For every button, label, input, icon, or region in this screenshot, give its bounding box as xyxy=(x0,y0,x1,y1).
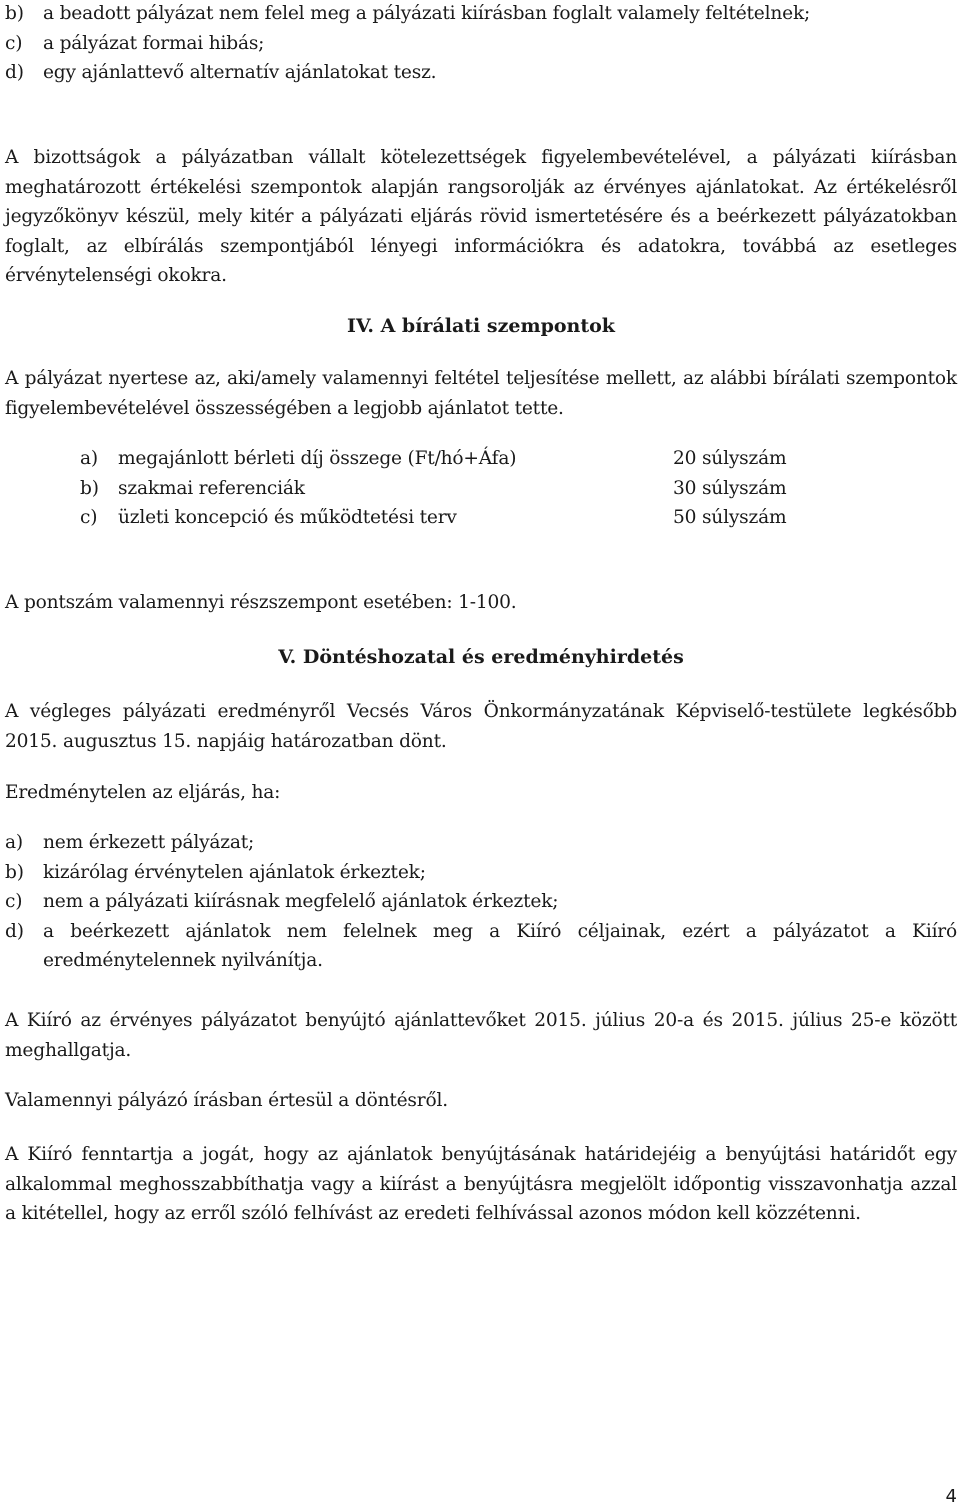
criteria-row xyxy=(80,474,860,504)
section-4-intro: A pályázat nyertese az, aki/amely valamennyi feltétel teljesítése mellett, az alábbi bírálati szempontok figyelembevételével összességében a legjobb ajánlatot tette. xyxy=(5,368,957,419)
criteria-name: szakmai referenciák xyxy=(118,477,305,499)
criteria-row xyxy=(80,444,860,474)
list-item xyxy=(5,858,957,888)
list-marker: a) xyxy=(5,832,23,853)
unsuccessful-list xyxy=(5,828,957,976)
criteria-row xyxy=(80,503,860,533)
reservation-paragraph: A Kiíró fenntartja a jogát, hogy az ajánlatok benyújtásának határidejéig a benyújtási határidőt egy alkalommal meghosszabbíthatja vagy a kiírást a benyújtásra megjelölt időpontig visszavonhatja azzal a kitétellel, hogy az erről szóló felhívást az eredeti felhívással azonos módon kell közzétenni. xyxy=(5,1144,957,1224)
list-item xyxy=(5,0,957,29)
list-text: kizárólag érvénytelen ajánlatok érkeztek; xyxy=(43,861,426,883)
list-marker: b) xyxy=(5,3,24,24)
decision-paragraph: A végleges pályázati eredményről Vecsés Város Önkormányzatának Képviselő-testülete legkésőbb 2015. augusztus 15. napjáig határozatban dönt. xyxy=(5,701,957,752)
evaluation-paragraph: A bizottságok a pályázatban vállalt kötelezettségek figyelembevételével, a pályázati kiírásban meghatározott értékelési szempontok alapján rangsorolják az érvényes ajánlatokat. Az értékelésről jegyzőkönyv készül, mely kitér a pályázati eljárás rövid ismertetésére és a beérkezett pályázatokban foglalt, az elbírálás szempontjából lényegi információkra és adatokra, továbbá az esetleges érvénytelenségi okokra. xyxy=(5,147,957,286)
criteria-weight: 30 súlyszám xyxy=(673,477,787,499)
section-4-heading: IV. A bírálati szempontok xyxy=(347,315,615,337)
list-text: a beadott pályázat nem felel meg a pályázati kiírásban foglalt valamely feltételnek; xyxy=(43,3,811,24)
page-number: 4 xyxy=(945,1486,957,1507)
list-text: a beérkezett ajánlatok nem felelnek meg a Kiíró céljainak, ezért a pályázatot a Kiíró eredménytelennek nyilvánítja. xyxy=(43,920,957,971)
list-marker: b) xyxy=(5,861,24,883)
list-marker: d) xyxy=(5,62,24,83)
list-text: a pályázat formai hibás; xyxy=(43,32,265,54)
criteria-marker: c) xyxy=(80,507,98,528)
document-page xyxy=(5,0,957,1509)
criteria-name: megajánlott bérleti díj összege (Ft/hó+Áfa) xyxy=(118,448,517,469)
list-text: nem érkezett pályázat; xyxy=(43,832,255,853)
score-range: A pontszám valamennyi részszempont esetében: 1-100. xyxy=(5,592,517,613)
criteria-name: üzleti koncepció és működtetési terv xyxy=(118,507,457,528)
list-item xyxy=(5,29,957,59)
list-item xyxy=(5,828,957,858)
list-item xyxy=(5,887,957,917)
list-marker: c) xyxy=(5,891,23,912)
criteria-table xyxy=(80,444,860,533)
top-list xyxy=(5,0,957,88)
criteria-weight: 20 súlyszám xyxy=(673,448,787,469)
list-item xyxy=(5,917,957,976)
list-text: nem a pályázati kiírásnak megfelelő ajánlatok érkeztek; xyxy=(43,891,559,912)
list-marker: d) xyxy=(5,920,24,942)
criteria-weight: 50 súlyszám xyxy=(673,507,787,528)
list-marker: c) xyxy=(5,32,23,54)
criteria-marker: b) xyxy=(80,477,99,499)
notification-paragraph: Valamennyi pályázó írásban értesül a döntésről. xyxy=(5,1090,448,1111)
hearing-paragraph: A Kiíró az érvényes pályázatot benyújtó ajánlattevőket 2015. július 20-a és 2015. július 25-e között meghallgatja. xyxy=(5,1010,957,1061)
list-item xyxy=(5,58,957,88)
unsuccessful-intro: Eredménytelen az eljárás, ha: xyxy=(5,782,281,803)
list-text: egy ajánlattevő alternatív ajánlatokat tesz. xyxy=(43,62,437,83)
section-5-heading: V. Döntéshozatal és eredményhirdetés xyxy=(278,646,684,668)
criteria-marker: a) xyxy=(80,448,98,469)
